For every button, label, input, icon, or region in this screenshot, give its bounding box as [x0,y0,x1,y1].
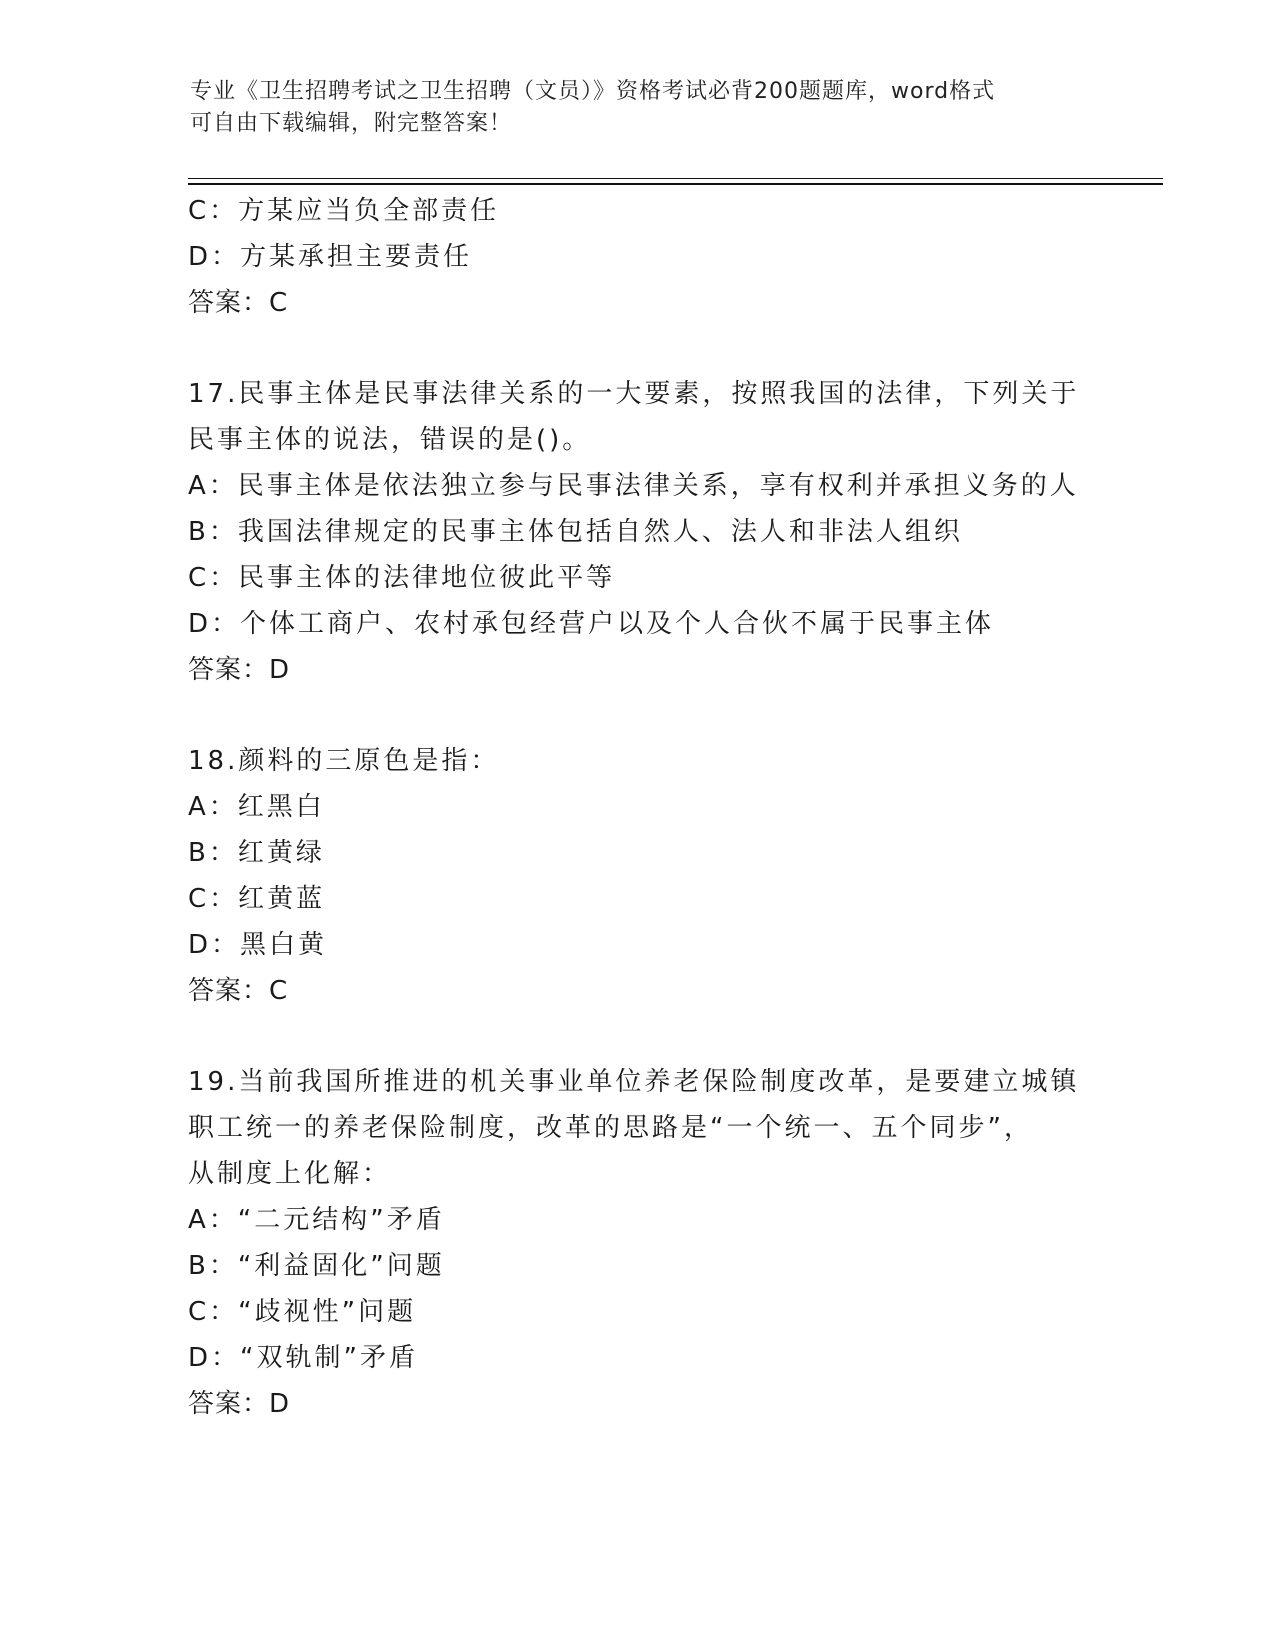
q19-option-c: C：“歧视性”问题 [188,1297,417,1327]
q18-option-a: A：红黑白 [188,792,325,822]
question-19 [188,1059,1088,1427]
q17-option-c: C：民事主体的法律地位彼此平等 [188,563,616,593]
q17-option-b: B：我国法律规定的民事主体包括自然人、法人和非法人组织 [188,517,963,547]
question-17 [188,371,1088,693]
page-header [190,76,1090,140]
spacer [188,693,1088,738]
q16-option-d: D：方某承担主要责任 [188,242,473,272]
q17-stem-line-2: 民事主体的说法，错误的是()。 [188,425,592,455]
header-line-1: 专业《卫生招聘考试之卫生招聘（文员）》资格考试必背200题题库，word格式 [190,79,996,104]
spacer [188,326,1088,371]
q19-option-d: D：“双轨制”矛盾 [188,1343,418,1373]
question-list [188,188,1088,1427]
q18-answer: 答案：C [188,976,289,1006]
question-16-continued [188,188,1088,326]
q19-answer: 答案：D [188,1389,291,1419]
question-18 [188,738,1088,1014]
q17-stem-line-1: 17.民事主体是民事法律关系的一大要素，按照我国的法律，下列关于 [188,379,1080,409]
q19-option-b: B：“利益固化”问题 [188,1251,445,1281]
q17-answer: 答案：D [188,655,291,685]
q17-option-a: A：民事主体是依法独立参与民事法律关系，享有权利并承担义务的人 [188,471,1079,501]
q19-stem-line-3: 从制度上化解： [188,1159,392,1189]
q16-option-c: C：方某应当负全部责任 [188,196,500,226]
q18-option-d: D：黑白黄 [188,930,328,960]
spacer [188,1014,1088,1059]
q19-option-a: A：“二元结构”矛盾 [188,1205,445,1235]
q18-stem-line-1: 18.颜料的三原色是指： [188,746,500,776]
header-line-2: 可自由下载编辑，附完整答案！ [190,111,513,136]
q19-stem-line-1: 19.当前我国所推进的机关事业单位养老保险制度改革，是要建立城镇 [188,1067,1080,1097]
q18-option-b: B：红黄绿 [188,838,325,868]
header-rule-thick [188,183,1163,185]
q17-option-d: D：个体工商户、农村承包经营户以及个人合伙不属于民事主体 [188,609,995,639]
q16-answer: 答案：C [188,288,289,318]
q19-stem-line-2: 职工统一的养老保险制度，改革的思路是“一个统一、五个同步”， [188,1113,1033,1143]
q18-option-c: C：红黄蓝 [188,884,326,914]
header-rule-thin [188,178,1163,179]
